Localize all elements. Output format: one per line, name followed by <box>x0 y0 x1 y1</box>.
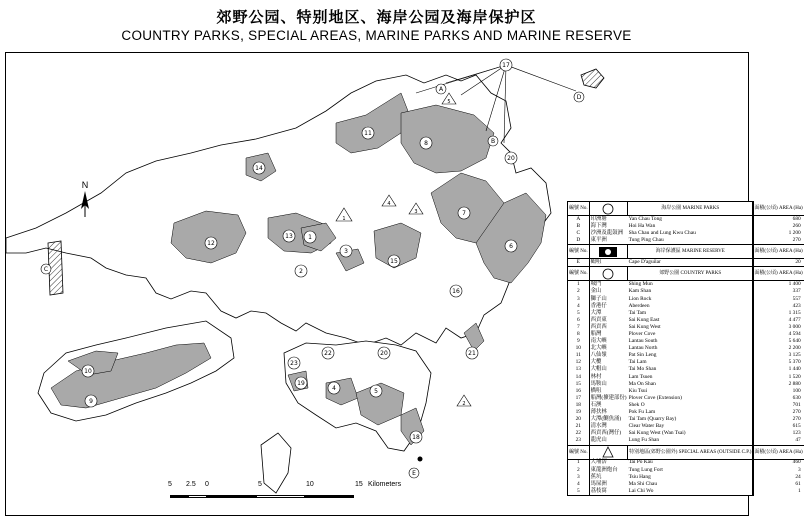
legend-row <box>568 388 804 395</box>
legend-row-chinese-name: 印洲塘 <box>590 215 607 222</box>
svg-text:13: 13 <box>285 233 293 240</box>
legend-row <box>568 303 804 310</box>
legend-row-area: 557 <box>753 296 804 303</box>
svg-text:15: 15 <box>390 258 398 265</box>
legend-row-chinese-name: 林村 <box>590 373 602 380</box>
legend-row-chinese-name: 東平洲 <box>590 237 607 244</box>
marine-marker-b <box>488 136 498 146</box>
legend-row-area: 47 <box>753 438 804 446</box>
legend-row-english-name: Sha Chau and Lung Kwu Chau <box>628 230 696 237</box>
svg-text:8: 8 <box>424 140 428 147</box>
svg-text:A: A <box>438 86 444 93</box>
park-marker-6 <box>505 240 517 252</box>
legend-row-chinese-name: 南大嶼 <box>590 338 607 345</box>
legend-row-chinese-name: 船灣 <box>590 330 602 337</box>
svg-text:12: 12 <box>207 240 215 247</box>
scale-label-0: 0 <box>205 481 209 488</box>
legend-row-no: 20 <box>568 416 589 423</box>
legend-row-area: 1 400 <box>753 281 804 289</box>
legend-row-english-name: Kiu Tsui <box>628 387 648 394</box>
special-marker-2 <box>457 395 471 407</box>
legend-header-title: 海岸公園 MARINE PARKS <box>628 202 753 216</box>
svg-text:10: 10 <box>84 368 92 375</box>
legend-row-area: 630 <box>753 395 804 402</box>
legend-symbol-icon <box>589 267 627 281</box>
legend-row-area: 5 640 <box>753 338 804 345</box>
legend-row <box>568 216 804 224</box>
svg-text:21: 21 <box>468 350 476 357</box>
scale-segment <box>256 495 305 498</box>
legend-row <box>568 474 804 481</box>
legend-row-no: 10 <box>568 345 589 352</box>
legend-row-no: C <box>568 230 589 237</box>
legend-row-area: 460 <box>753 459 804 467</box>
legend-row-english-name: Lai Chi Wo <box>628 487 654 494</box>
legend-row-no: 16 <box>568 388 589 395</box>
legend-row-chinese-name: 獅子山 <box>590 295 607 302</box>
legend-row-area: 61 <box>753 481 804 488</box>
legend-row-no: 22 <box>568 430 589 437</box>
legend-row-area: 4 477 <box>753 317 804 324</box>
legend-symbol-icon <box>589 245 627 259</box>
marine-marker-d <box>574 92 584 102</box>
legend-row-english-name: Plover Cove <box>628 330 656 337</box>
marine-marker-e <box>409 468 419 478</box>
legend-row-area: 260 <box>753 223 804 230</box>
ping-chau-island <box>581 69 604 88</box>
svg-text:5: 5 <box>447 99 451 105</box>
legend-row-no: 2 <box>568 467 589 474</box>
legend-row <box>568 281 804 289</box>
svg-text:1: 1 <box>342 216 346 222</box>
park-marker-13 <box>283 230 295 242</box>
legend-header-title: 海岸保護區 MARINE RESERVE <box>628 245 753 259</box>
legend-row-english-name: Tai Lam <box>628 359 647 366</box>
legend-row-english-name: Shing Mun <box>628 281 653 288</box>
legend-row-no: E <box>568 259 589 267</box>
legend-row-english-name: Sai Kung West (Wan Tsai) <box>628 430 686 437</box>
legend-header-no: 編號 No. <box>568 202 589 216</box>
legend-row-chinese-name: 鶴咀 <box>590 259 602 266</box>
legend-row-no: 13 <box>568 367 589 374</box>
legend-row-area: 3 000 <box>753 324 804 331</box>
legend-row-english-name: Pok Fu Lam <box>628 409 656 415</box>
legend-row <box>568 381 804 388</box>
legend-row-no: 1 <box>568 459 589 467</box>
park-marker-2 <box>295 265 307 277</box>
legend-row-english-name: Cape D'aguilar <box>628 259 661 266</box>
legend-row-chinese-name: 蕉坑 <box>590 473 602 480</box>
legend-row-chinese-name: 西貢西(灣仔) <box>590 430 622 437</box>
legend-row-chinese-name: 大潭(鰂魚涌) <box>590 416 622 423</box>
svg-text:23: 23 <box>290 360 298 367</box>
legend-row-english-name: Lung Fu Shan <box>628 437 660 444</box>
legend-header-area: 面積(公頃) AREA (Ha) <box>753 267 804 281</box>
north-arrow <box>77 179 93 219</box>
legend-row-area: 3 <box>753 467 804 474</box>
legend-row-chinese-name: 大埔滘 <box>590 459 607 466</box>
legend-row-english-name: Tung Lung Fort <box>628 466 663 473</box>
legend-row-chinese-name: 西貢西 <box>590 323 607 330</box>
svg-text:18: 18 <box>412 434 420 441</box>
legend-row-no: 23 <box>568 438 589 446</box>
legend-row-english-name: Yan Chau Tong <box>628 215 662 222</box>
park-marker-20b <box>378 347 390 359</box>
legend-row <box>568 317 804 324</box>
park-marker-3 <box>340 245 352 257</box>
legend-row-area: 423 <box>753 303 804 310</box>
legend-row-no: 6 <box>568 317 589 324</box>
legend-row <box>568 374 804 381</box>
legend-row-no: 12 <box>568 360 589 367</box>
legend-row-english-name: Tsiu Hang <box>628 473 651 480</box>
svg-text:D: D <box>576 94 582 101</box>
park-marker-7 <box>458 207 470 219</box>
scale-segment <box>305 495 354 498</box>
legend-row-no: B <box>568 223 589 230</box>
legend-row-english-name: Sai Kung West <box>628 323 661 330</box>
legend-row-english-name: Hoi Ha Wan <box>628 222 656 229</box>
legend-row <box>568 459 804 467</box>
legend-row-area: 100 <box>753 388 804 395</box>
legend-header-area: 面積(公頃) AREA (Ha) <box>753 245 804 259</box>
legend-row-english-name: Plover Cove (Extension) <box>628 394 682 401</box>
legend-row-english-name: Tai Mo Shan <box>628 366 657 373</box>
legend-row-english-name: Tai Tam (Quarry Bay) <box>628 416 677 423</box>
legend-row-chinese-name: 石澳 <box>590 401 602 408</box>
map-frame <box>5 52 803 516</box>
legend-row-english-name: Tung Ping Chau <box>628 237 664 244</box>
legend-row-area: 1 <box>753 488 804 495</box>
legend-row-chinese-name: 城門 <box>590 281 602 288</box>
legend-row-no: 18 <box>568 402 589 409</box>
scale-label-10: 10 <box>306 481 314 488</box>
park-marker-18 <box>410 431 422 443</box>
legend-row <box>568 310 804 317</box>
svg-text:4: 4 <box>387 201 391 207</box>
legend-header-marine-parks <box>568 202 804 216</box>
map-legend <box>567 201 803 496</box>
svg-text:3: 3 <box>414 209 418 215</box>
legend-header-special-areas <box>568 445 804 459</box>
legend-row-area: 1 440 <box>753 367 804 374</box>
legend-row-area: 337 <box>753 289 804 296</box>
svg-text:1: 1 <box>308 234 312 241</box>
svg-text:17: 17 <box>502 62 510 69</box>
legend-row-english-name: Lantau South <box>628 338 658 345</box>
legend-row-no: 9 <box>568 338 589 345</box>
scale-label-2-5: 2.5 <box>186 481 196 488</box>
legend-row-english-name: Tai Po Kau <box>628 459 653 466</box>
legend-row <box>568 395 804 402</box>
legend-header-title: 郊野公園 COUNTRY PARKS <box>628 267 753 281</box>
svg-text:3: 3 <box>344 248 348 255</box>
legend-row-no: 1 <box>568 281 589 289</box>
legend-row-no: A <box>568 216 589 224</box>
svg-text:9: 9 <box>89 398 93 405</box>
legend-row <box>568 488 804 495</box>
svg-text:2: 2 <box>462 401 466 407</box>
legend-row-chinese-name: 大欖 <box>590 359 602 366</box>
legend-row-area: 2 880 <box>753 381 804 388</box>
legend-row <box>568 296 804 303</box>
park-marker-16 <box>450 285 462 297</box>
legend-row-no: 5 <box>568 310 589 317</box>
legend-row-area: 1 315 <box>753 310 804 317</box>
legend-row <box>568 289 804 296</box>
legend-row-chinese-name: 金山 <box>590 288 602 295</box>
legend-row-chinese-name: 荔枝窩 <box>590 487 607 494</box>
legend-row-no: 15 <box>568 381 589 388</box>
legend-row-area: 270 <box>753 416 804 423</box>
park-marker-10 <box>82 365 94 377</box>
scale-bar <box>168 481 402 511</box>
marine-reserve-marker <box>418 457 423 462</box>
legend-row-chinese-name: 馬鞍山 <box>590 380 607 387</box>
legend-row-area: 680 <box>753 216 804 224</box>
legend-row-english-name: Kam Shan <box>628 288 652 295</box>
legend-row-no: 5 <box>568 488 589 495</box>
marine-marker-c <box>41 264 51 274</box>
legend-row-area: 615 <box>753 423 804 430</box>
legend-row-area: 1 520 <box>753 374 804 381</box>
svg-text:22: 22 <box>324 350 332 357</box>
legend-row-english-name: Tai Tam <box>628 309 647 316</box>
legend-row-english-name: Lantau North <box>628 345 658 352</box>
legend-row <box>568 481 804 488</box>
legend-row-chinese-name: 馬屎洲 <box>590 480 607 487</box>
legend-symbol-icon <box>589 202 627 216</box>
legend-row <box>568 367 804 374</box>
legend-row-no: D <box>568 237 589 245</box>
legend-row-no: 8 <box>568 331 589 338</box>
north-label: N <box>81 180 89 190</box>
legend-row-chinese-name: 龍虎山 <box>590 437 607 444</box>
svg-text:11: 11 <box>364 130 372 137</box>
legend-row-chinese-name: 北大嶼 <box>590 345 607 352</box>
svg-text:14: 14 <box>255 165 263 172</box>
svg-text:6: 6 <box>509 243 513 250</box>
legend-row-no: 4 <box>568 303 589 310</box>
legend-row-no: 19 <box>568 409 589 416</box>
park-marker-21 <box>466 347 478 359</box>
park-marker-17 <box>500 59 512 71</box>
legend-row-no: 17 <box>568 395 589 402</box>
legend-row-english-name: Aberdeen <box>628 302 650 309</box>
legend-row <box>568 259 804 267</box>
park-marker-8 <box>420 137 432 149</box>
map-title-english: COUNTRY PARKS, SPECIAL AREAS, MARINE PARKS AND MARINE RESERVE <box>121 28 632 43</box>
legend-row-english-name: Lam Tsuen <box>628 373 653 380</box>
legend-row-chinese-name: 香港仔 <box>590 302 607 309</box>
legend-row-area: 4 594 <box>753 331 804 338</box>
legend-row <box>568 237 804 245</box>
legend-row-area: 270 <box>753 237 804 245</box>
legend-row-area: 3 125 <box>753 352 804 359</box>
park-marker-11 <box>362 127 374 139</box>
legend-header-marine-reserve <box>568 245 804 259</box>
svg-text:E: E <box>412 470 416 477</box>
legend-header-no: 編號 No. <box>568 267 589 281</box>
legend-row-chinese-name: 沙洲及龍鼓洲 <box>590 230 623 237</box>
svg-text:4: 4 <box>332 385 336 392</box>
park-marker-12 <box>205 237 217 249</box>
legend-row-chinese-name: 八仙嶺 <box>590 352 607 359</box>
legend-row-english-name: Ma On Shan <box>628 380 656 387</box>
park-marker-9 <box>85 395 97 407</box>
svg-text:B: B <box>490 138 496 145</box>
park-marker-5 <box>370 385 382 397</box>
legend-row-area: 123 <box>753 430 804 437</box>
park-marker-23 <box>288 357 300 369</box>
svg-text:20: 20 <box>507 155 515 162</box>
legend-row-english-name: Pat Sin Leng <box>628 352 657 359</box>
map-title-chinese: 郊野公园、特别地区、海岸公园及海岸保护区 <box>216 8 537 26</box>
legend-row-english-name: Lion Rock <box>628 295 652 302</box>
scale-label-5-left: 5 <box>168 481 172 488</box>
legend-row-english-name: Ma Shi Chau <box>628 480 658 487</box>
svg-text:19: 19 <box>297 380 305 387</box>
legend-row <box>568 467 804 474</box>
legend-header-no: 編號 No. <box>568 245 589 259</box>
legend-row-chinese-name: 大潭 <box>590 309 602 316</box>
legend-row-area: 5 370 <box>753 360 804 367</box>
legend-row-chinese-name: 西貢東 <box>590 316 607 323</box>
legend-row-area: 1 200 <box>753 230 804 237</box>
legend-row-chinese-name: 橋咀 <box>590 387 602 394</box>
scale-segment <box>207 495 256 498</box>
svg-text:C: C <box>43 266 49 273</box>
legend-row-english-name: Clear Water Bay <box>628 423 665 430</box>
scale-segment <box>188 495 207 498</box>
legend-row-no: 2 <box>568 289 589 296</box>
legend-header-area: 面積(公頃) AREA (Ha) <box>753 202 804 216</box>
legend-row-chinese-name: 薄扶林 <box>590 409 607 415</box>
svg-text:2: 2 <box>299 268 303 275</box>
scale-label-5: 5 <box>258 481 262 488</box>
legend-row-chinese-name: 海下灣 <box>590 222 607 229</box>
park-marker-1 <box>304 231 316 243</box>
legend-row-no: 7 <box>568 324 589 331</box>
park-marker-4 <box>328 382 340 394</box>
legend-symbol-icon <box>589 445 627 459</box>
park-marker-20 <box>505 152 517 164</box>
legend-row-area: 2 200 <box>753 345 804 352</box>
legend-row-area: 20 <box>753 259 804 267</box>
legend-header-area: 面積(公頃) AREA (Ha) <box>753 445 804 459</box>
scale-unit-label: Kilometers <box>368 481 402 488</box>
scale-segment <box>170 495 188 498</box>
legend-row-chinese-name: 東龍洲炮台 <box>590 466 618 473</box>
scale-label-15: 15 <box>355 481 363 488</box>
legend-header-no: 編號 No. <box>568 445 589 459</box>
park-marker-14 <box>253 162 265 174</box>
svg-text:16: 16 <box>452 288 460 295</box>
park-marker-15 <box>388 255 400 267</box>
legend-header-country-parks <box>568 267 804 281</box>
legend-row-no: 3 <box>568 296 589 303</box>
legend-row-area: 270 <box>753 409 804 416</box>
legend-row-no: 21 <box>568 423 589 430</box>
svg-text:20: 20 <box>380 350 388 357</box>
legend-row-english-name: Shek O <box>628 401 645 408</box>
legend-row <box>568 324 804 331</box>
park-marker-19 <box>295 377 307 389</box>
svg-text:7: 7 <box>462 210 466 217</box>
legend-row-chinese-name: 大帽山 <box>590 366 607 373</box>
legend-row-no: 11 <box>568 352 589 359</box>
legend-row-chinese-name: 船灣(擴建部份) <box>590 394 627 401</box>
legend-row-area: 24 <box>753 474 804 481</box>
legend-row <box>568 352 804 359</box>
legend-row-area: 701 <box>753 402 804 409</box>
legend-row <box>568 438 804 446</box>
legend-row-no: 14 <box>568 374 589 381</box>
legend-row-english-name: Sai Kung East <box>628 316 660 323</box>
legend-header-title: 特別地區(郊野公園外) SPECIAL AREAS (OUTSIDE C.P.) <box>628 445 753 459</box>
park-marker-22 <box>322 347 334 359</box>
legend-row-chinese-name: 清水灣 <box>590 423 607 430</box>
legend-row-no: 4 <box>568 481 589 488</box>
legend-row-no: 3 <box>568 474 589 481</box>
svg-text:5: 5 <box>374 388 378 395</box>
marine-marker-a <box>436 84 446 94</box>
